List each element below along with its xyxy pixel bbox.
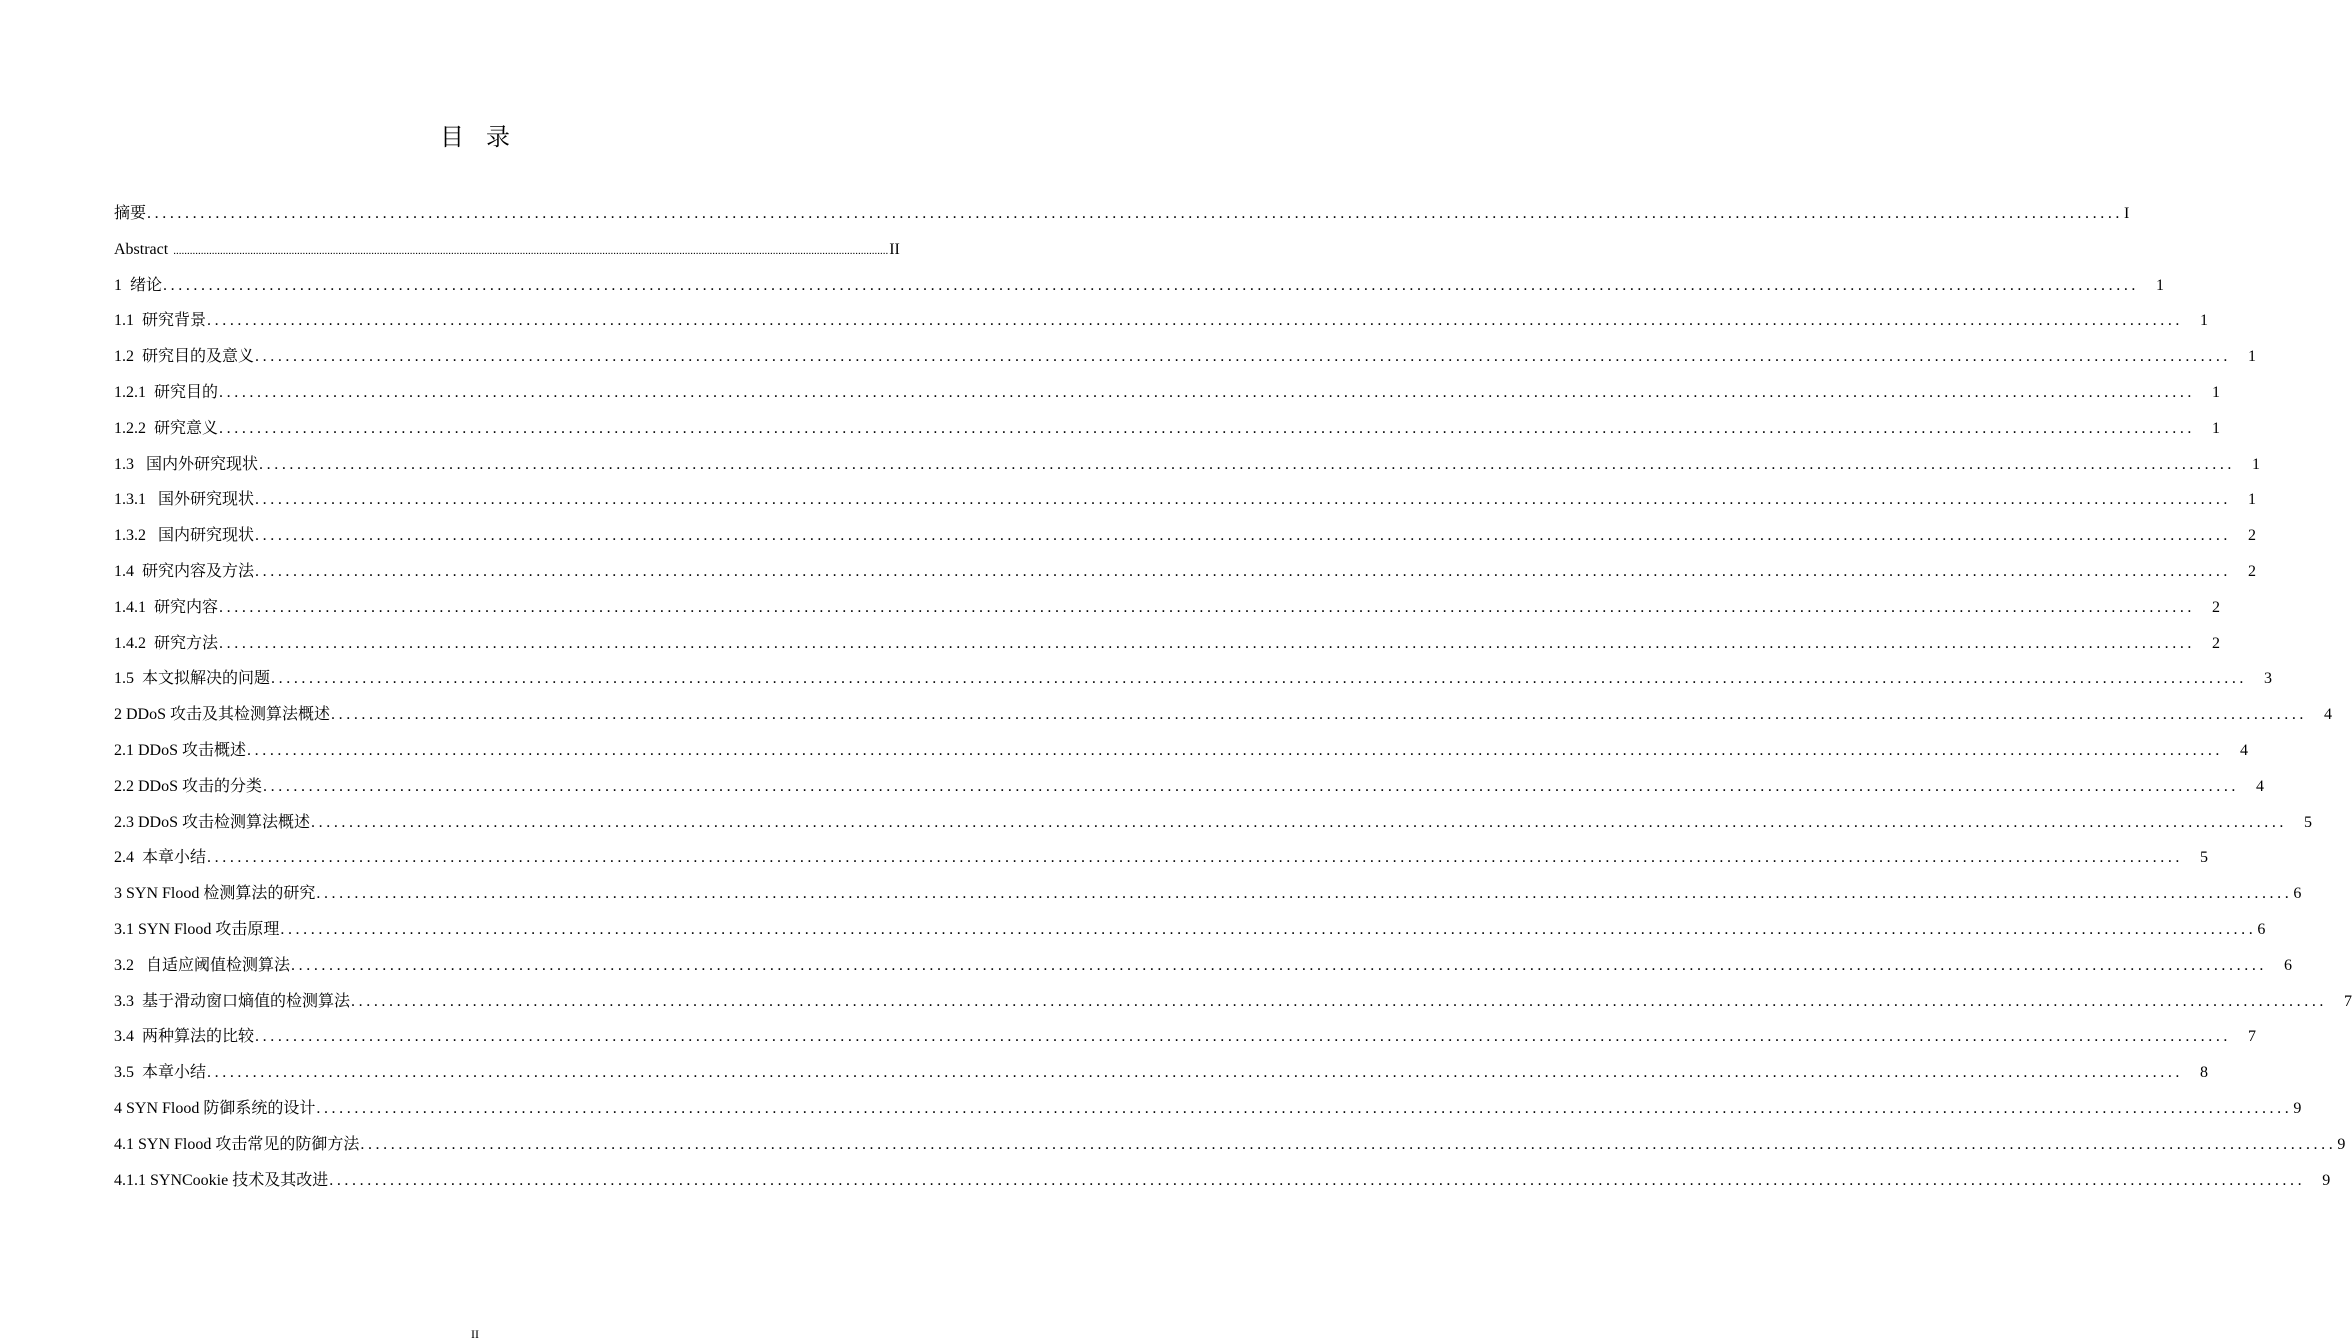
toc-entry-page-number: I xyxy=(2124,205,2130,222)
toc-entry-page-number: 6 xyxy=(2257,920,2266,938)
toc-entry-label: 2.1 DDoS 攻击概述 xyxy=(114,741,247,759)
toc-entry-page-number: 2 xyxy=(2212,598,2221,616)
toc-entry-page-number: 9 xyxy=(2337,1135,2346,1153)
toc-entry-page-number: 1 xyxy=(2212,383,2221,401)
toc-entry[interactable] xyxy=(114,626,2221,662)
toc-entry-page-number: 2 xyxy=(2248,562,2257,580)
toc-entry-label: 4.1 SYN Flood 攻击常见的防御方法 xyxy=(114,1135,360,1153)
toc-entry[interactable] xyxy=(114,518,2257,554)
toc-dot-leader: .................................................................................................................................................................................................................................................................... xyxy=(311,813,2288,831)
toc-entry[interactable] xyxy=(114,1019,2257,1055)
toc-dot-leader: .................................................................................................................................................................................................................................................................... xyxy=(271,670,2248,688)
toc-entry[interactable] xyxy=(114,840,2209,876)
toc-entry-label: 2.4 本章小结 xyxy=(114,849,207,867)
toc-entry-label: 1.3 国内外研究现状 xyxy=(114,455,259,473)
toc-dot-leader: .................................................................................................................................................................................................................................................................... xyxy=(207,849,2184,867)
footer-page-number: II xyxy=(471,1327,479,1341)
toc-entry-label: 3 SYN Flood 检测算法的研究 xyxy=(114,885,316,903)
toc-dot-leader: .................................................................................................................................................................................................................................................................... xyxy=(219,598,2196,616)
toc-entry-page-number: 1 xyxy=(2252,455,2261,473)
toc-entry-label: 4 SYN Flood 防御系统的设计 xyxy=(114,1099,316,1117)
toc-entry-page-number: 6 xyxy=(2284,956,2293,974)
toc-dot-leader: .................................................................................................................................................................................................................................................................... xyxy=(316,885,2293,903)
toc-entry-page-number: 3 xyxy=(2264,670,2273,688)
toc-entry-label: 1.1 研究背景 xyxy=(114,312,207,330)
toc-entry-label: 1.2.2 研究意义 xyxy=(114,419,219,437)
toc-entry[interactable] xyxy=(114,196,2130,232)
toc-entry-label: 3.1 SYN Flood 攻击原理 xyxy=(114,920,280,938)
toc-entry[interactable] xyxy=(114,984,2352,1020)
toc-entry[interactable] xyxy=(114,912,2266,948)
toc-entry-label: 2.2 DDoS 攻击的分类 xyxy=(114,777,263,795)
toc-dot-leader: .................................................................................................................................................................................................................................................................... xyxy=(259,455,2236,473)
toc-entry[interactable] xyxy=(114,232,900,268)
page-title: 目录 xyxy=(440,125,532,151)
toc-entry-page-number: 4 xyxy=(2324,706,2333,724)
toc-entry-page-number: 1 xyxy=(2248,491,2257,509)
toc-entry[interactable] xyxy=(114,447,2261,483)
toc-entry[interactable] xyxy=(114,661,2273,697)
toc-entry-label: 3.5 本章小结 xyxy=(114,1064,207,1082)
toc-entry-page-number: II xyxy=(889,240,900,258)
toc-entry-page-number: 6 xyxy=(2293,885,2302,903)
toc-entry-label: 2.3 DDoS 攻击检测算法概述 xyxy=(114,813,311,831)
toc-entry[interactable] xyxy=(114,1055,2209,1091)
toc-entry[interactable] xyxy=(114,482,2257,518)
toc-entry-label: 1.5 本文拟解决的问题 xyxy=(114,670,271,688)
toc-entry-label: 4.1.1 SYNCookie 技术及其改进 xyxy=(114,1171,329,1189)
toc-entry-page-number: 1 xyxy=(2200,312,2209,330)
toc-entry-page-number: 1 xyxy=(2156,276,2165,294)
toc-dot-leader: .................................................................................................................................................................................................................................................................... xyxy=(280,920,2257,938)
toc-entry-label: 1.3.1 国外研究现状 xyxy=(114,491,255,509)
toc-entry-label: 1.2 研究目的及意义 xyxy=(114,348,255,366)
toc-entry-label: Abstract xyxy=(114,240,173,258)
toc-entry-label: 1 绪论 xyxy=(114,276,163,294)
toc-entry-label: 3.3 基于滑动窗口熵值的检测算法 xyxy=(114,992,351,1010)
toc-entry[interactable] xyxy=(114,375,2221,411)
toc-dot-leader: .................................................................................................................................................................................................................................................................... xyxy=(219,419,2196,437)
toc-entry[interactable] xyxy=(114,769,2265,805)
toc-entry[interactable] xyxy=(114,1163,2331,1199)
toc-dot-leader: .................................................................................................................................................................................................................................................................... xyxy=(207,312,2184,330)
toc-entry-label: 1.4.2 研究方法 xyxy=(114,634,219,652)
toc-entry-label: 1.3.2 国内研究现状 xyxy=(114,527,255,545)
toc-dot-leader: .................................................................................................................................................................................................................................................................... xyxy=(263,777,2240,795)
toc-entry[interactable] xyxy=(114,554,2257,590)
toc-entry[interactable] xyxy=(114,1091,2302,1127)
toc-entry-page-number: 1 xyxy=(2248,348,2257,366)
toc-entry-label: 摘要 xyxy=(114,205,147,222)
toc-dot-leader: .................................................................................................................................................................................................................................................................... xyxy=(147,205,2124,222)
toc-dot-leader: .................................................................................................................................................................................................................................................................... xyxy=(255,491,2232,509)
toc-entry[interactable] xyxy=(114,411,2221,447)
toc-dot-leader: .................................................................................................................................................................................................................................................................... xyxy=(291,956,2268,974)
toc-entry[interactable] xyxy=(114,948,2293,984)
toc-dot-leader: .................................................................................................................................................................................................................................................................... xyxy=(173,244,889,257)
toc-dot-leader: .................................................................................................................................................................................................................................................................... xyxy=(219,383,2196,401)
toc-dot-leader: .................................................................................................................................................................................................................................................................... xyxy=(255,1028,2232,1046)
toc-entry-page-number: 4 xyxy=(2256,777,2265,795)
toc-entry[interactable] xyxy=(114,303,2209,339)
toc-entry-label: 1.4 研究内容及方法 xyxy=(114,562,255,580)
toc-dot-leader: .................................................................................................................................................................................................................................................................... xyxy=(351,992,2328,1010)
toc-entry-label: 3.2 自适应阈值检测算法 xyxy=(114,956,291,974)
toc-dot-leader: .................................................................................................................................................................................................................................................................... xyxy=(255,348,2232,366)
toc-dot-leader: .................................................................................................................................................................................................................................................................... xyxy=(247,741,2224,759)
toc-dot-leader: .................................................................................................................................................................................................................................................................... xyxy=(255,527,2232,545)
toc-dot-leader: .................................................................................................................................................................................................................................................................... xyxy=(163,276,2140,294)
toc-entry-page-number: 8 xyxy=(2200,1064,2209,1082)
toc-entry-page-number: 2 xyxy=(2212,634,2221,652)
toc-entry[interactable] xyxy=(114,590,2221,626)
toc-entry[interactable] xyxy=(114,339,2257,375)
toc-entry-page-number: 7 xyxy=(2344,992,2352,1010)
toc-dot-leader: .................................................................................................................................................................................................................................................................... xyxy=(219,634,2196,652)
toc-dot-leader: .................................................................................................................................................................................................................................................................... xyxy=(329,1171,2306,1189)
toc-entry-page-number: 9 xyxy=(2293,1099,2302,1117)
toc-entry-label: 1.2.1 研究目的 xyxy=(114,383,219,401)
toc-entry-page-number: 2 xyxy=(2248,527,2257,545)
toc-entry-page-number: 4 xyxy=(2240,741,2249,759)
toc-entry-page-number: 5 xyxy=(2304,813,2313,831)
table-of-contents xyxy=(114,196,2352,1198)
toc-entry-label: 1.4.1 研究内容 xyxy=(114,598,219,616)
toc-dot-leader: .................................................................................................................................................................................................................................................................... xyxy=(255,562,2232,580)
toc-entry[interactable] xyxy=(114,733,2249,769)
toc-entry[interactable] xyxy=(114,1127,2346,1163)
toc-entry-page-number: 9 xyxy=(2322,1171,2331,1189)
toc-dot-leader: .................................................................................................................................................................................................................................................................... xyxy=(316,1099,2293,1117)
toc-entry[interactable] xyxy=(114,697,2333,733)
toc-entry[interactable] xyxy=(114,876,2302,912)
toc-entry-label: 3.4 两种算法的比较 xyxy=(114,1028,255,1046)
toc-entry[interactable] xyxy=(114,805,2313,841)
toc-entry-label: 2 DDoS 攻击及其检测算法概述 xyxy=(114,706,331,724)
toc-entry[interactable] xyxy=(114,268,2165,304)
toc-dot-leader: .................................................................................................................................................................................................................................................................... xyxy=(331,706,2308,724)
toc-dot-leader: .................................................................................................................................................................................................................................................................... xyxy=(360,1135,2337,1153)
toc-dot-leader: .................................................................................................................................................................................................................................................................... xyxy=(207,1064,2184,1082)
toc-entry-page-number: 5 xyxy=(2200,849,2209,867)
toc-entry-page-number: 1 xyxy=(2212,419,2221,437)
toc-entry-page-number: 7 xyxy=(2248,1028,2257,1046)
